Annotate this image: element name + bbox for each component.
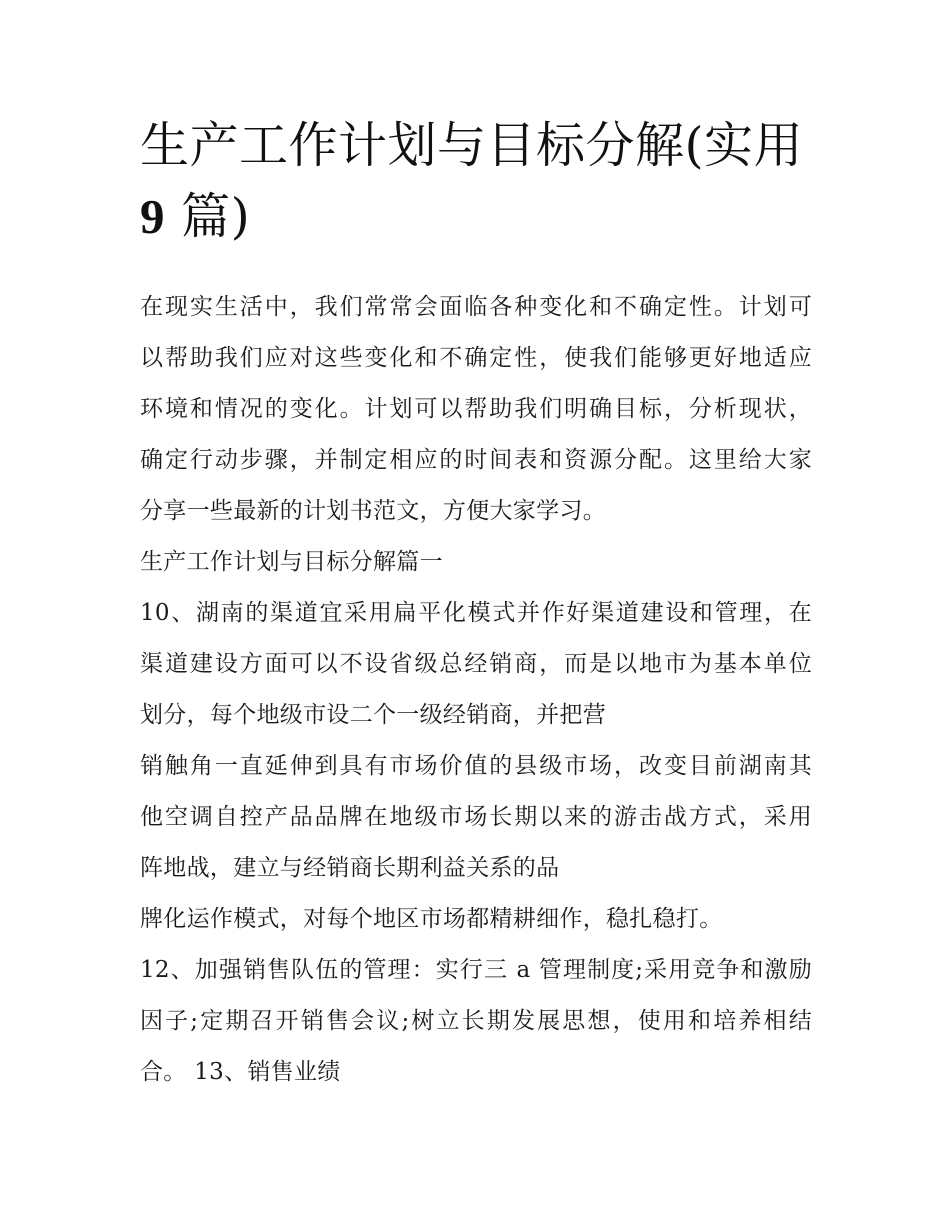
body-line: 在现实生活中，我们常常会面临各种变化和不确定性。计划可 — [140, 294, 812, 320]
body-line: 10、湖南的渠道宜采用扁平化模式并作好渠道建设和管理，在 — [140, 600, 812, 626]
body-line: 分享一些最新的计划书范文，方便大家学习。 — [140, 498, 606, 524]
document-title — [140, 110, 812, 252]
body-line: 确定行动步骤，并制定相应的时间表和资源分配。这里给大家 — [140, 447, 812, 473]
document-body — [140, 282, 812, 1098]
body-line: 因子;定期召开销售会议;树立长期发展思想，使用和培养相结 — [140, 1008, 812, 1034]
document-page — [140, 110, 812, 1098]
body-line: 环境和情况的变化。计划可以帮助我们明确目标，分析现状， — [140, 396, 812, 422]
title-count: 9 — [140, 189, 165, 244]
title-line-1: 生产工作计划与目标分解(实用 — [140, 117, 804, 174]
body-line: 渠道建设方面可以不设省级总经销商，而是以地市为基本单位 — [140, 651, 812, 677]
body-line: 牌化运作模式，对每个地区市场都精耕细作，稳扎稳打。 — [140, 906, 723, 932]
body-line: 划分，每个地级市设二个一级经销商，并把营 — [140, 702, 606, 728]
body-line: 阵地战，建立与经销商长期利益关系的品 — [140, 855, 560, 881]
body-line: 12、加强销售队伍的管理：实行三 a 管理制度;采用竞争和激励 — [140, 957, 812, 983]
title-line-2 — [140, 181, 812, 252]
title-suffix: 篇) — [165, 188, 251, 245]
body-line: 他空调自控产品品牌在地级市场长期以来的游击战方式，采用 — [140, 804, 812, 830]
body-line: 销触角一直延伸到具有市场价值的县级市场，改变目前湖南其 — [140, 753, 812, 779]
body-line: 以帮助我们应对这些变化和不确定性，使我们能够更好地适应 — [140, 345, 812, 371]
body-line: 合。 13、销售业绩 — [140, 1059, 341, 1085]
section-heading: 生产工作计划与目标分解篇一 — [140, 549, 443, 575]
